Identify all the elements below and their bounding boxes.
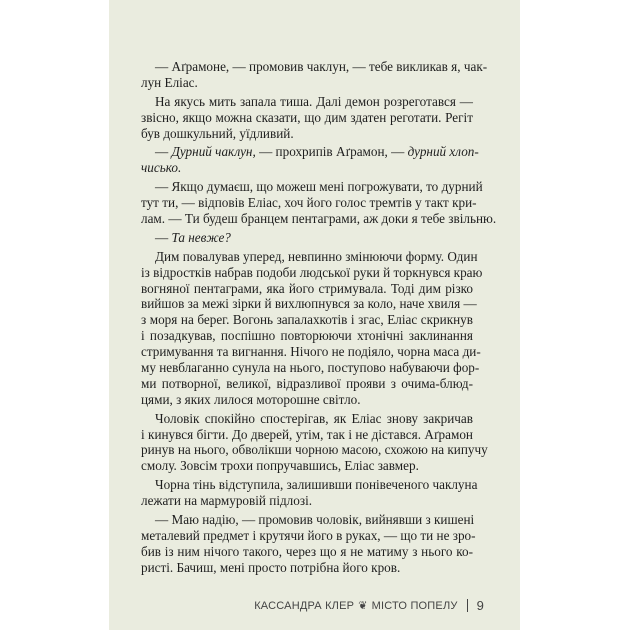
- body-text: [141, 59, 497, 579]
- text-line: [141, 195, 477, 211]
- text-line: [141, 328, 473, 344]
- text-segment: смолу. Зовсім трохи попручавшись, Еліас завмер.: [141, 458, 419, 474]
- text-segment: — Аґрамоне, — промовив чаклун, — тебе викликав я, чак-: [155, 59, 488, 74]
- paragraph: [141, 477, 478, 509]
- text-line: [141, 211, 497, 227]
- paragraph: [141, 512, 476, 576]
- text-line: [141, 458, 473, 474]
- text-segment: і кинувся бігти. До дверей, утім, так і не дістався. Аґрамон: [141, 426, 473, 442]
- text-segment: Чоловік спокійно спостерігав, як Еліас знову закричав: [155, 410, 473, 426]
- text-line: [141, 281, 473, 297]
- text-line: [141, 248, 478, 265]
- text-segment: металевий предмет і крутячи його в руках, — що ти не зро-: [141, 527, 476, 543]
- paragraph: [141, 59, 488, 91]
- footer-author: КАССАНДРА КЛЕР: [254, 599, 355, 612]
- text-line: [141, 360, 480, 376]
- text-segment: ристі. Бачиш, мені просто потрібна його кров.: [141, 559, 401, 575]
- text-line: [141, 59, 488, 75]
- text-line: [141, 296, 477, 312]
- text-segment: ринув на нього, обволікши чорною масою, схожою на кипучу: [141, 442, 488, 458]
- paragraph: [141, 230, 473, 246]
- italic-text: Дурний чаклун,: [171, 144, 256, 160]
- running-footer: [254, 598, 484, 613]
- text-line: [141, 144, 479, 160]
- paragraph: [141, 94, 473, 142]
- book-page: [109, 0, 520, 630]
- text-segment: На якусь мить запала тиша. Далі демон розреготався —: [155, 93, 473, 109]
- text-segment: із відростків набрав подоби людської руки й торкнувся краю: [141, 264, 483, 280]
- text-line: [141, 512, 473, 528]
- ornament-icon: ❦: [358, 600, 368, 612]
- footer-book-title: МІСТО ПОПЕЛУ: [371, 599, 458, 612]
- text-segment: вийшов за межі зірки й вихлюпнувся за коло, наче хвиля —: [141, 296, 477, 312]
- text-segment: бив із ним нічого такого, через що я не матиму з нього ко-: [141, 543, 473, 559]
- text-segment: Дим повалував уперед, невпинно змінюючи форму. Один: [155, 248, 478, 264]
- text-line: [141, 493, 473, 509]
- text-line: [141, 94, 473, 110]
- text-line: [141, 312, 473, 328]
- text-line: [141, 75, 473, 91]
- text-line: [141, 344, 481, 360]
- text-line: [141, 544, 473, 560]
- text-segment: лун Еліас.: [141, 74, 198, 90]
- paragraph: [141, 410, 488, 475]
- text-line: [141, 230, 473, 246]
- text-line: [141, 392, 473, 408]
- text-segment: — Маю надію, — промовив чоловік, вийнявши з кишені: [155, 512, 475, 528]
- text-segment: тут ти, — відповів Еліас, хоч його голос тремтів у такт кри-: [141, 195, 477, 211]
- page-number: 9: [476, 598, 484, 613]
- italic-text: дурний хлоп-: [407, 144, 479, 160]
- text-segment: — прохрипів Аґрамон, —: [255, 144, 408, 160]
- text-segment: ми потворної, великої, відразливої прояви з очима-блюд-: [141, 375, 473, 391]
- text-segment: —: [155, 144, 172, 160]
- text-line: [141, 442, 488, 458]
- text-segment: лам. — Ти будеш бранцем пентаграми, аж доки я тебе звільню.: [141, 211, 497, 227]
- paragraph: [141, 179, 497, 227]
- text-segment: му невблаганно сунула на нього, поступово набуваючи фор-: [141, 360, 480, 376]
- text-line: [141, 376, 473, 392]
- text-line: [141, 427, 473, 443]
- text-line: [141, 560, 473, 576]
- text-segment: вогняної пентаграми, яка його стримувала. Тоді дим різко: [141, 280, 473, 296]
- text-line: [141, 110, 473, 126]
- italic-text: чисько.: [141, 160, 182, 176]
- text-segment: і позадкував, поспішно повторюючи хтонічні заклинання: [141, 328, 473, 344]
- paragraph: [141, 144, 479, 176]
- text-line: [141, 527, 476, 544]
- text-segment: лежати на мармуровій підлозі.: [141, 493, 313, 509]
- italic-text: Та невже?: [171, 229, 231, 245]
- text-segment: з моря на берег. Вогонь запалахкотів і згас, Еліас скрикнув: [141, 312, 473, 328]
- text-line: [141, 179, 483, 195]
- text-line: [141, 126, 473, 142]
- text-line: [141, 477, 478, 493]
- footer-divider: [467, 599, 468, 612]
- text-segment: — Якщо думаєш, що можеш мені погрожувати, то дурний: [155, 179, 483, 195]
- text-segment: —: [155, 229, 172, 245]
- text-line: [141, 160, 473, 176]
- text-segment: стримування та вигнання. Нічого не подіяло, чорна маса ди-: [141, 344, 481, 360]
- text-segment: цями, з яких лилося моторошне світло.: [141, 391, 361, 407]
- text-segment: звісно, якщо можна сказати, що дим здатен реготати. Регіт: [141, 109, 473, 125]
- text-segment: Чорна тінь відступила, залишивши понівеченого чаклуна: [155, 477, 478, 493]
- paragraph: [141, 248, 483, 408]
- text-segment: був дошкульний, уїдливий.: [141, 125, 294, 141]
- text-line: [141, 411, 473, 427]
- text-line: [141, 264, 483, 281]
